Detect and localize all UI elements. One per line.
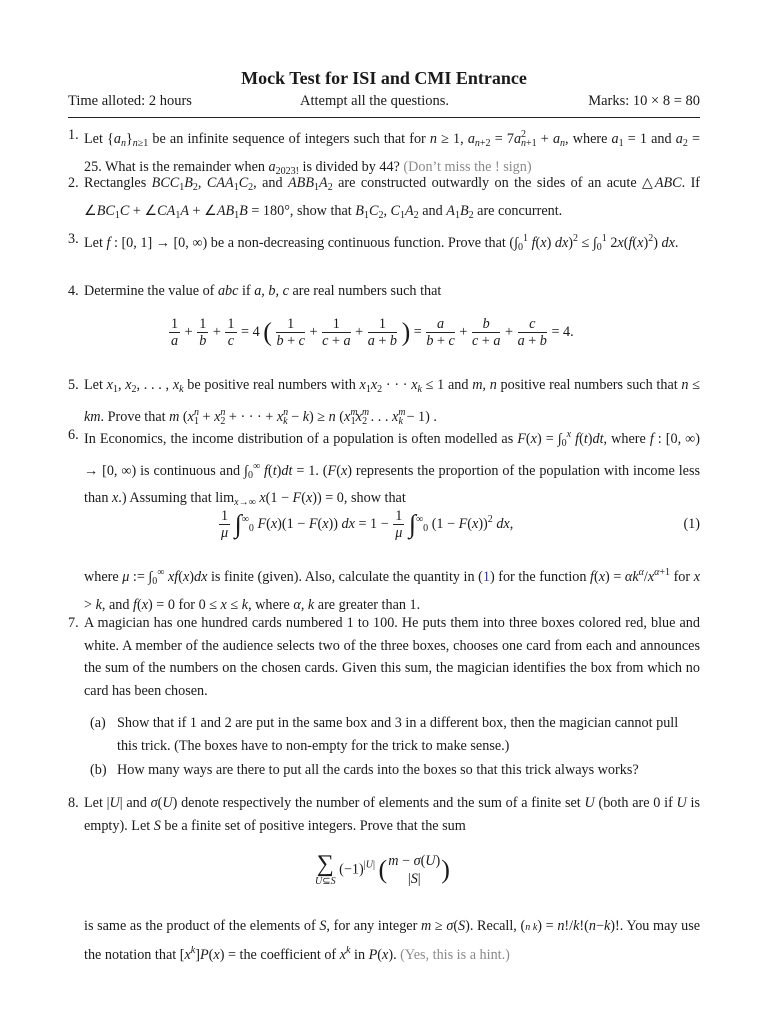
- problem-number: 3.: [68, 231, 79, 247]
- problem-number: 8.: [68, 795, 79, 811]
- problem-number: 5.: [68, 377, 79, 393]
- instruction: Attempt all the questions.: [300, 93, 450, 109]
- problem-text: Let f : [0, 1] → [0, ∞) be a non-decreasing continuous function. Prove that ($\int_0^1$ f(x) $dx)^2 \le \int_0^1$ $2x(f(x)^2)$ dx.: [84, 233, 679, 253]
- exam-meta: [68, 93, 700, 113]
- problem-text: Rectangles $BCC_1B_2$, $CAA_1C_2$, and $ABB_1A_2$ are constructed outwardly on the sides of an acute △ABC. If $\angle BC_1C$ + $\angle CA_1A$ + $\angle AB_1B = 180^\circ$, show that $B_1C_2$, $C_1A_2$ and $A_1B_2$ are concurrent.: [84, 175, 701, 221]
- problem-8-continued: [68, 915, 700, 966]
- marks: Marks: 10 × 8 = 80: [588, 93, 700, 109]
- header-divider: [68, 117, 700, 118]
- problem-7a: [90, 712, 700, 757]
- problem-3: [68, 228, 700, 260]
- problem-number: 2.: [68, 175, 79, 191]
- subitem-text: Show that if 1 and 2 are put in the same box and 3 in a different box, then the magician cannot pull this trick. (The boxes have to non-empty for the trick to make sense.): [117, 715, 679, 754]
- problem-text: A magician has one hundred cards numbered 1 to 100. He puts them into three boxes colored red, blue and white. A member of the audience selects two of the three boxes, chooses one card from each and announces the sum of the numbers on the chosen cards. Given this sum, the magician identifies the box from which no card has been chosen.: [84, 615, 700, 699]
- problem-number: 6.: [68, 427, 79, 443]
- problem-text: Let $x_1$, $x_2$, . . . , $x_k$ be positive real numbers with $x_1x_2$ · · · $x_k \le 1$ and m, n positive real numbers such that n ≤ km. Prove that m ($x^n_1 + x^n_2$ + · · · + $x^n_k - k) \ge n$ ($x^m_1x^m_2$ . . . $x^m_k - 1$) .: [84, 377, 701, 427]
- page-title: Mock Test for ISI and CMI Entrance: [241, 68, 527, 88]
- problem-number: 1.: [68, 127, 79, 143]
- hint-text: (Yes, this is a hint.): [400, 946, 510, 963]
- subitem-label: (b): [90, 762, 107, 778]
- equation-1: $\frac{1}{\mu}$ $\int^\infty_0$ F(x)(1 − F(x)) dx = 1 − $\frac{1}{\mu}$ $\int^\infty_0$ $(1 - F(x))^2$ dx, (1): [220, 508, 700, 541]
- problem-6: [68, 424, 700, 515]
- problem-text: Let $\{a_n\}_{n\ge 1}$ be an infinite sequence of integers such that for n ≥ 1, $a_{n+2} = 7a^2_{n+1} + a_n$, where $a_1 = 1$ and $a_2 = 25$. What is the remainder when $a_{2023!}$ is divided by 44? (Don’t miss the ! sign): [84, 129, 700, 177]
- hint-text: (Don’t miss the ! sign): [403, 158, 532, 175]
- problem-text: where μ := $\int_0^\infty$ xf(x)dx is finite (given). Also, calculate the quantity in (1) for the function $f(x) = \alpha k^\alpha/x^{\alpha+1}$ for x > k, and f(x) = 0 for 0 ≤ x ≤ k, where α, k are greater than 1.: [84, 567, 700, 613]
- problem-2: [68, 172, 700, 227]
- problem-text: Let |U| and σ(U) denote respectively the number of elements and the sum of a finite set U (both are 0 if U is empty). Let S be a finite set of positive integers. Prove that the sum: [84, 795, 701, 834]
- problem-number: 7.: [68, 615, 79, 631]
- subitem-label: (a): [90, 715, 106, 731]
- equation-number: (1): [683, 516, 700, 532]
- equation-reference[interactable]: 1: [482, 569, 490, 585]
- problem-text: In Economics, the income distribution of a population is often modelled as $F(x) = \int_0^x$ f(t)dt, where f : [0, ∞) → [0, ∞) is continuous and $\int_0^\infty$ f(t)dt = 1. (F(x) represents the proportion of the population with income less than x.) Assuming that $\lim_{x\to\infty} x(1 - F(x)) = 0$, show that: [84, 429, 700, 508]
- equation-4: $\frac{1}{a}$ + $\frac{1}{b}$ + $\frac{1}{c}$ = 4 ( $\frac{1}{b + c}$ + $\frac{1}{c + a}$ + $\frac{1}{a + b}$ ) = $\frac{a}{b + c}$ + $\frac{b}{c + a}$ + $\frac{c}{a + b}$ = 4.: [171, 316, 574, 349]
- problem-8: [68, 792, 700, 837]
- problem-4: [68, 280, 700, 303]
- problem-6-continued: [68, 562, 700, 616]
- problem-number: 4.: [68, 283, 79, 299]
- problem-text: is same as the product of the elements of S, for any integer m ≥ σ(S). Recall, (n k) = n!/k!(n−k)!. You may use the notation that $[x^k]P(x)$ = the coefficient of $x^k$ in P(x). (Yes, this is a hint.): [84, 918, 701, 963]
- equation-8: ∑ U⊆S $(-1)^{|U|}$ ( m − σ(U) |S| ): [315, 851, 450, 887]
- subitem-text: How many ways are there to put all the cards into the boxes so that this trick always works?: [117, 762, 639, 778]
- problem-text: Determine the value of abc if a, b, c are real numbers such that: [84, 283, 442, 299]
- problem-7b: [90, 759, 700, 782]
- time-allotted: Time alloted: 2 hours: [68, 93, 192, 109]
- problem-7: [68, 612, 700, 702]
